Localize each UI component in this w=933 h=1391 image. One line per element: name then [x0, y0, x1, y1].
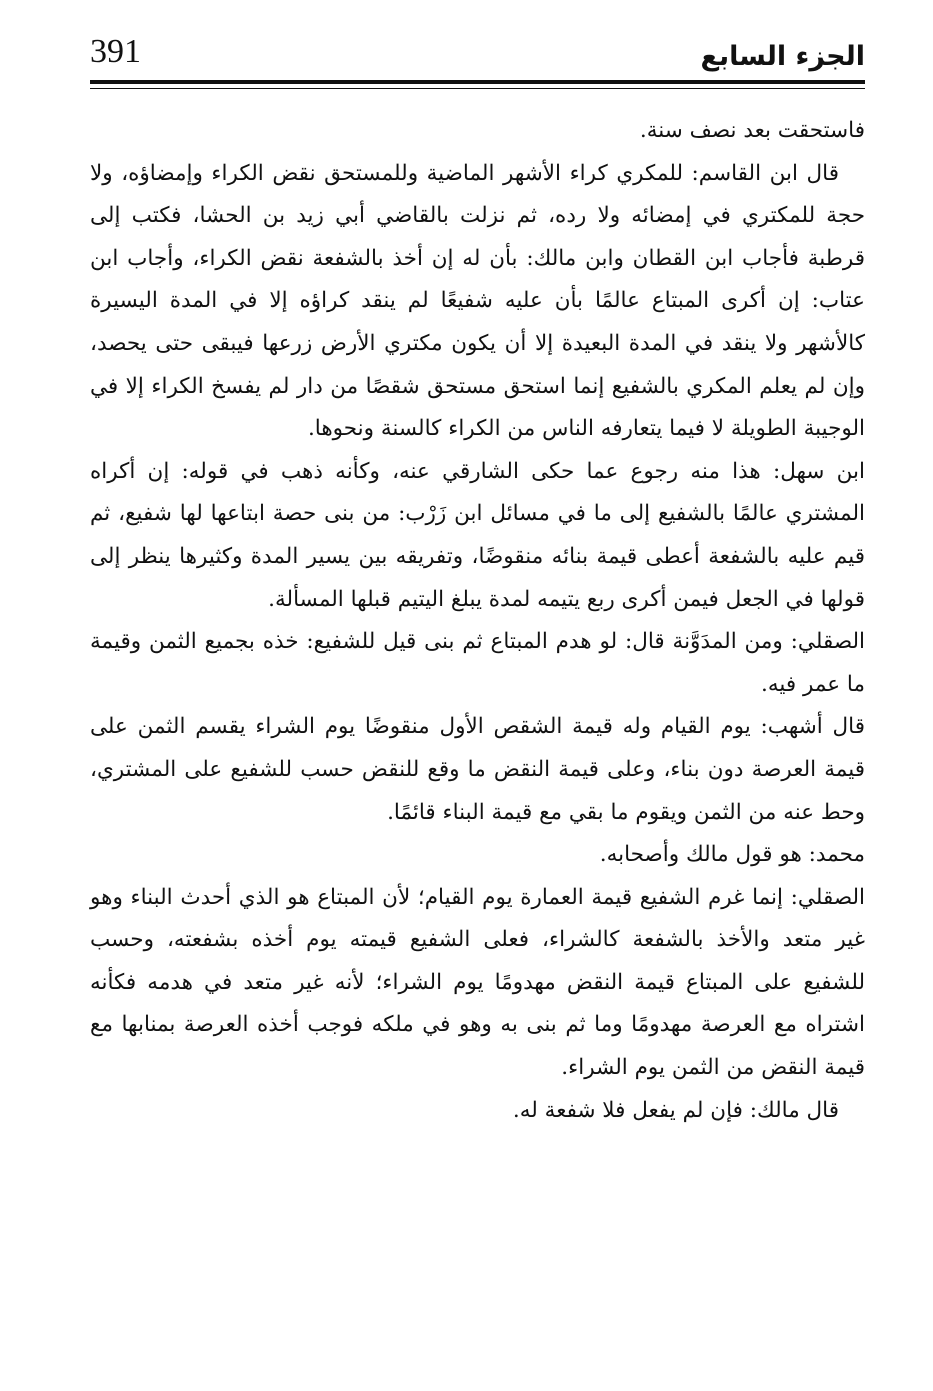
page-header	[90, 28, 865, 86]
running-title: الجزء السابع	[700, 41, 865, 72]
header-rule-thin	[90, 88, 865, 89]
paragraph: محمد: هو قول مالك وأصحابه.	[599, 842, 865, 868]
header-rule-thick	[90, 80, 865, 84]
page-number: 391	[90, 33, 141, 70]
paragraph: قال ابن القاسم: للمكري كراء الأشهر الماضية وللمستحق نقض الكراء وإمضاؤه، ولا حجة للمكتري في إمضائه ولا رده، ثم نزلت بالقاضي أبي زيد بن الحشا، فكتب إلى قرطبة فأجاب ابن القطان وابن مالك: بأن له إن أخذ بالشفعة نقض الكراء، وأجاب ابن عتاب: إن أكرى المبتاع عالمًا بأن عليه شفيعًا لم ينقد كراؤه إلا في المدة اليسيرة كالأشهر ولا ينقد في المدة البعيدة إلا أن يكون مكتري الأرض زرعها فيبقى حتى يحصد، وإن لم يعلم المكري بالشفيع إنما استحق مستحق شقصًا من دار لم يفسخ الكراء إلا في الوجيبة الطويلة لا فيما يتعارفه الناس من الكراء كالسنة ونحوها.	[90, 160, 865, 442]
paragraph: الصقلي: إنما غرم الشفيع قيمة العمارة يوم القيام؛ لأن المبتاع هو الذي أحدث البناء وهو غير متعد والأخذ بالشفعة كالشراء، فعلى الشفيع قيمته يوم أخذه بشفعته، وحسب للشفيع على المبتاع قيمة النقض مهدومًا يوم الشراء؛ لأنه غير متعد في هدمه فكأنه اشتراه مع العرصة مهدومًا وما ثم بنى به وهو في ملكه فوجب أخذه العرصة بمنابها مع قيمة النقض من الثمن يوم الشراء.	[90, 884, 865, 1081]
paragraph: قال أشهب: يوم القيام وله قيمة الشقص الأول منقوضًا يوم الشراء يقسم الثمن على قيمة العرصة دون بناء، وعلى قيمة النقض ما وقع للنقض حسب للشفيع على المشتري، وحط عنه من الثمن ويقوم ما بقي مع قيمة البناء قائمًا.	[90, 714, 865, 825]
paragraph: قال مالك: فإن لم يفعل فلا شفعة له.	[512, 1097, 839, 1123]
body-text	[90, 110, 865, 1132]
paragraph: ابن سهل: هذا منه رجوع عما حكى الشارقي عنه، وكأنه ذهب في قوله: إن أكراه المشتري عالمًا بالشفيع إلى ما في مسائل ابن زَرْب: من بنى حصة ابتاعها لها شفيع، ثم قيم عليه بالشفعة أعطى قيمة بنائه منقوضًا، وتفريقه بين يسير المدة وكثيرها ينظر إلى قولها في الجعل فيمن أكرى ربع يتيمه لمدة يبلغ اليتيم قبلها المسألة.	[90, 458, 865, 612]
paragraph: الصقلي: ومن المدَوَّنة قال: لو هدم المبتاع ثم بنى قيل للشفيع: خذه بجميع الثمن وقيمة ما عمر فيه.	[90, 629, 865, 697]
paragraph: فاستحقت بعد نصف سنة.	[639, 118, 865, 143]
